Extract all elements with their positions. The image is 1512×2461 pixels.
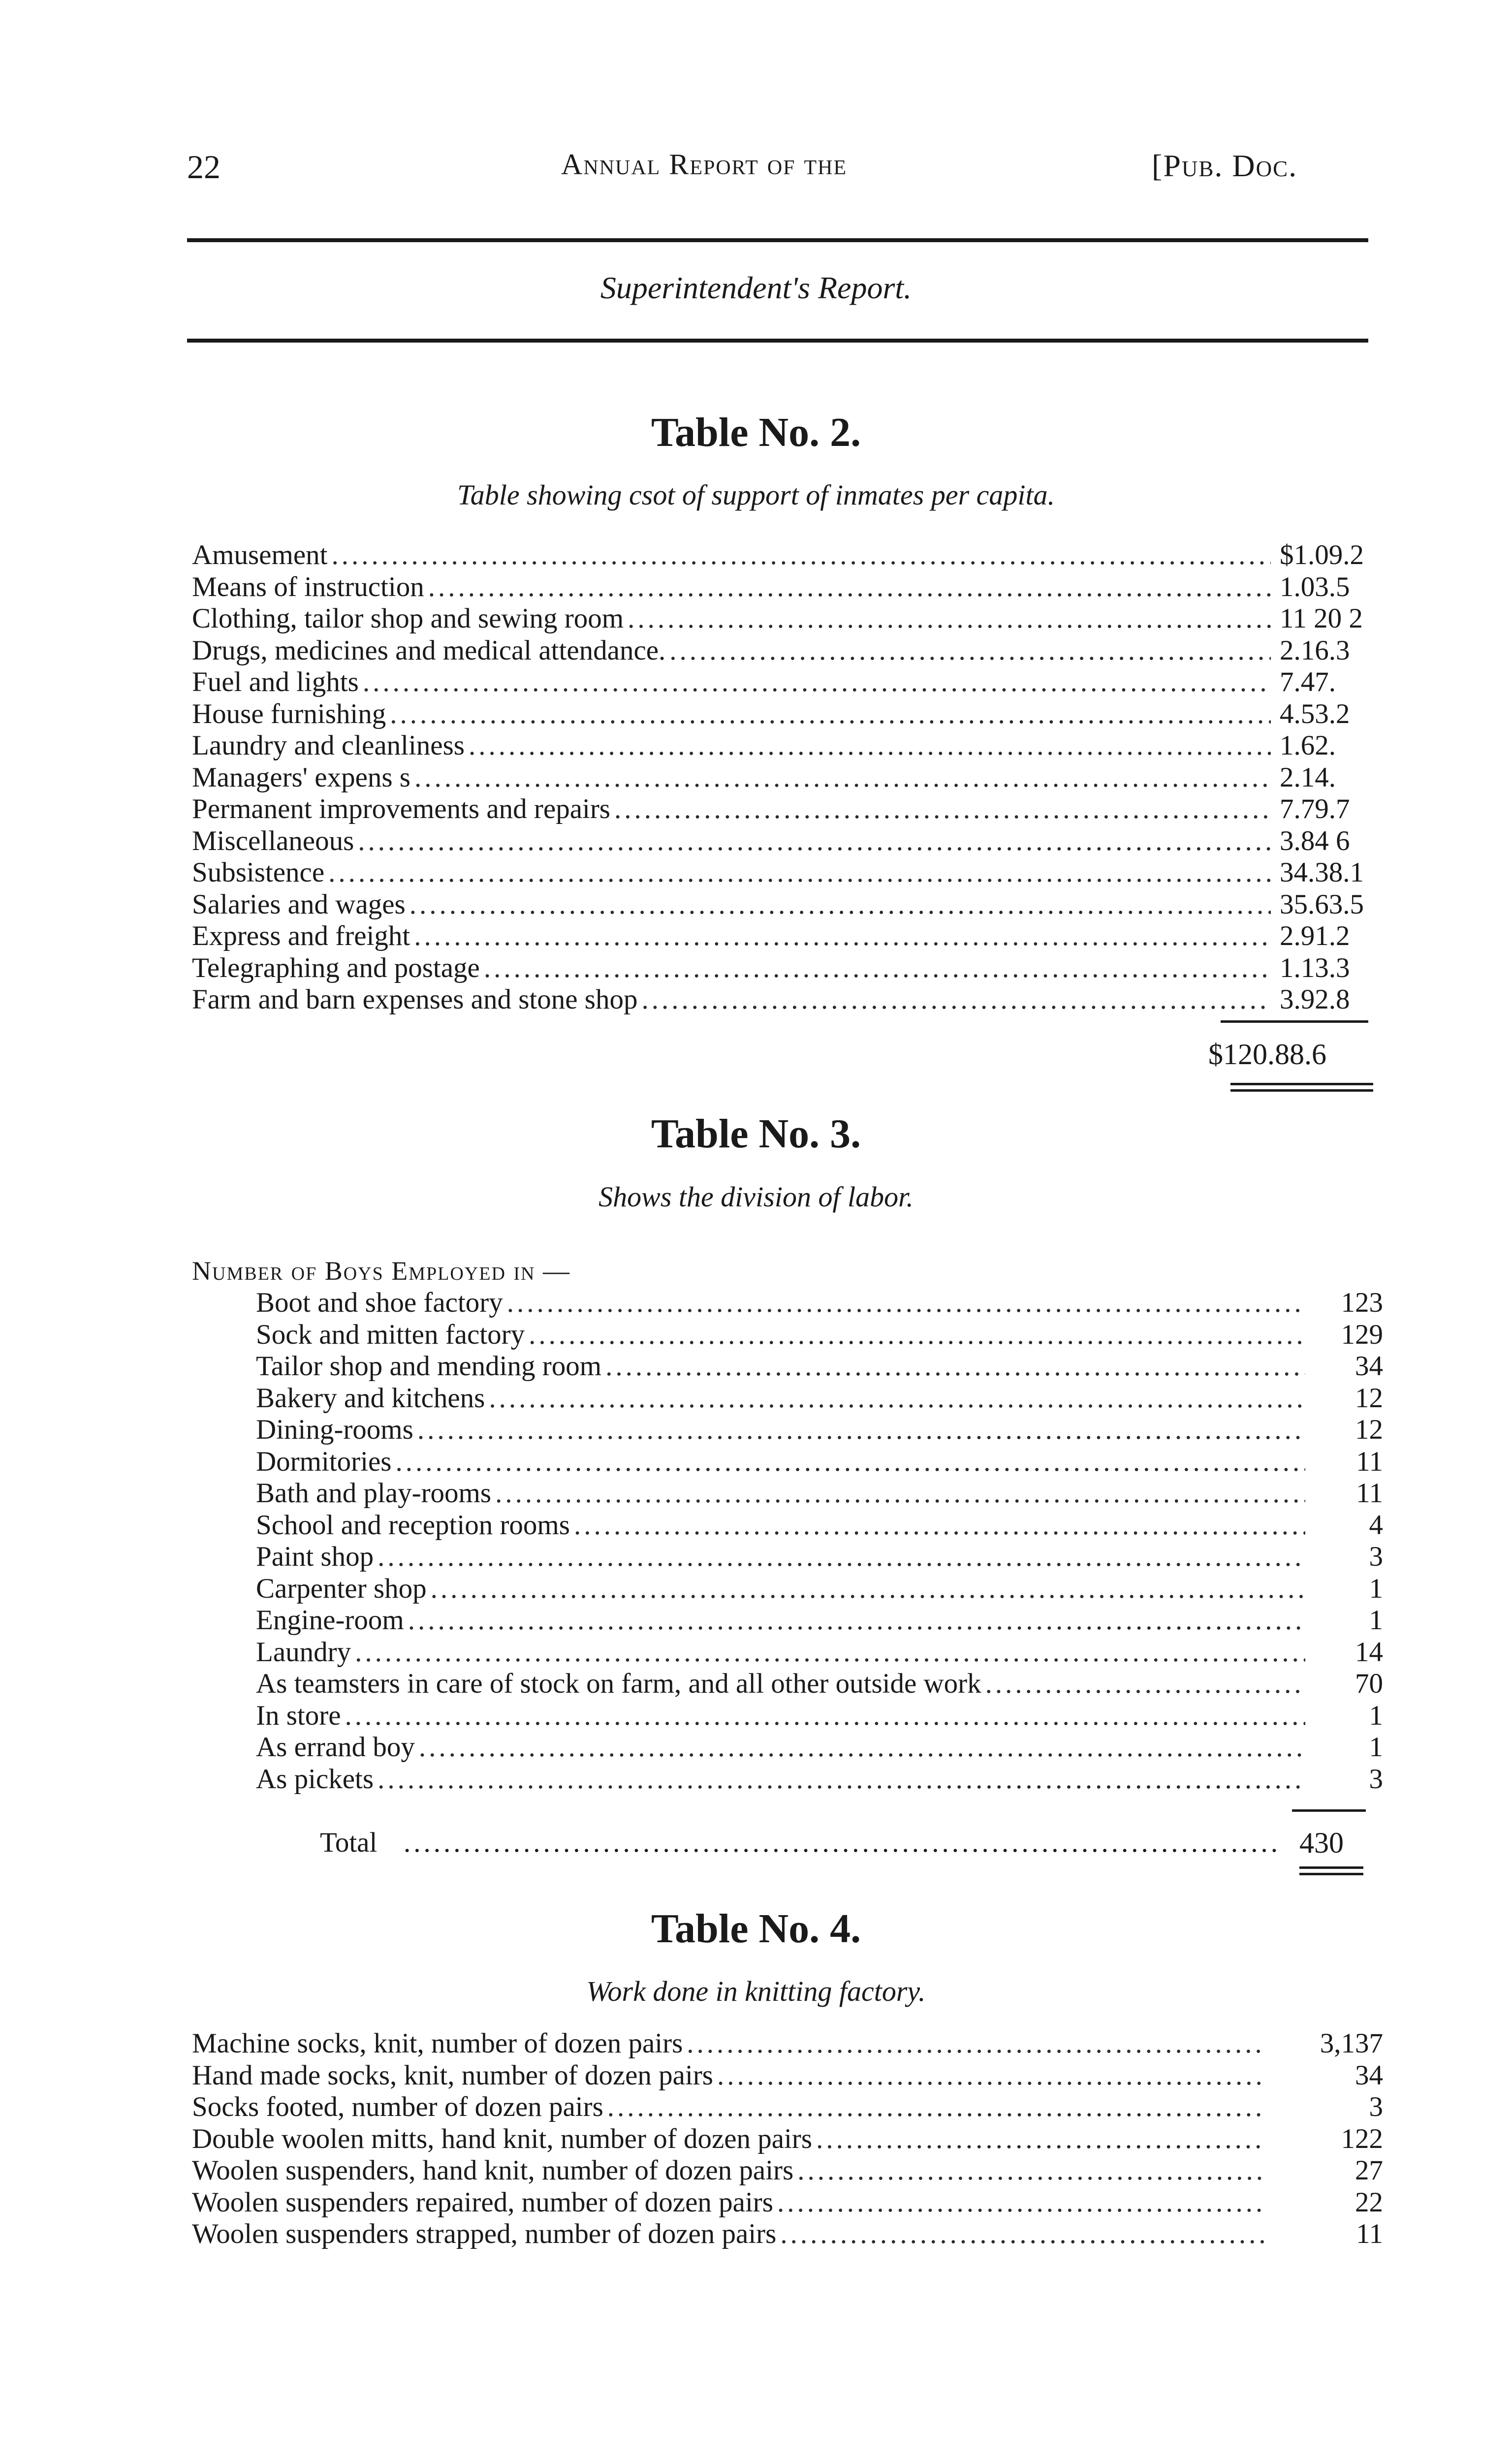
table-row (192, 666, 1383, 698)
table-row (192, 825, 1383, 857)
dot-leader (355, 1637, 1305, 1669)
row-value: 22 (1355, 2186, 1383, 2218)
row-label: Farm and barn expenses and stone shop (192, 984, 638, 1015)
row-value: 7.79.7 (1280, 793, 1350, 824)
dot-leader (414, 920, 1271, 952)
table3-sum-line (1292, 1809, 1366, 1812)
row-value: $1.09.2 (1280, 539, 1364, 570)
row-value: 3 (1369, 2091, 1383, 2122)
row-value: 35.63.5 (1280, 888, 1364, 920)
table-row (256, 1637, 1383, 1669)
dot-leader (816, 2123, 1266, 2155)
row-value: 1.13.3 (1280, 952, 1350, 983)
row-label: As errand boy (256, 1732, 415, 1763)
table-row (192, 984, 1383, 1016)
row-value: 11 (1356, 1478, 1383, 1509)
row-label: Laundry and cleanliness (192, 730, 465, 761)
table3-caption: Shows the division of labor. (598, 1181, 914, 1213)
table-row (256, 1605, 1383, 1637)
row-label: Telegraphing and postage (192, 952, 480, 983)
row-value: 12 (1355, 1382, 1383, 1414)
dot-leader (687, 2028, 1266, 2060)
dot-leader (797, 2155, 1266, 2187)
table-row (192, 2218, 1383, 2250)
row-value: 70 (1355, 1668, 1383, 1699)
running-title: Annual Report of the (561, 148, 848, 181)
table-row (192, 539, 1383, 571)
table2-total: $120.88.6 (1208, 1038, 1326, 1071)
row-value: 1 (1369, 1605, 1383, 1636)
row-value: 2.14. (1280, 761, 1336, 793)
table-row (192, 952, 1383, 984)
row-value: 129 (1341, 1319, 1383, 1350)
dot-leader (378, 1541, 1305, 1573)
dot-leader (628, 603, 1271, 635)
table-row (256, 1700, 1383, 1732)
row-label: Boot and shoe factory (256, 1287, 503, 1318)
row-label: Amusement (192, 539, 328, 570)
table-row (256, 1478, 1383, 1510)
table-row (256, 1319, 1383, 1351)
row-label: Managers' expens s (192, 761, 410, 793)
pub-doc-label: [Pub. Doc. (1152, 148, 1298, 183)
row-value: 1 (1369, 1732, 1383, 1763)
table-row (256, 1732, 1383, 1764)
table-row (256, 1414, 1383, 1446)
table-row (192, 2123, 1383, 2155)
row-value: 34 (1355, 2059, 1383, 2091)
header-rule-top (187, 238, 1368, 242)
table-row (256, 1351, 1383, 1383)
row-label: Permanent improvements and repairs (192, 793, 610, 824)
table-row (192, 2091, 1383, 2123)
table-row (256, 1510, 1383, 1542)
row-value: 7.47. (1280, 666, 1336, 697)
row-label: Means of instruction (192, 571, 424, 602)
row-label: Miscellaneous (192, 825, 354, 856)
dot-leader (605, 1351, 1305, 1383)
row-value: 34.38.1 (1280, 857, 1364, 888)
row-value: 3.84 6 (1280, 825, 1350, 856)
dot-leader (428, 571, 1271, 603)
row-label: Woolen suspenders repaired, number of dozen pairs (192, 2186, 773, 2218)
table-row (192, 2155, 1383, 2187)
row-label: Double woolen mitts, hand knit, number of dozen pairs (192, 2123, 813, 2154)
dot-leader (484, 952, 1271, 984)
row-label: Bakery and kitchens (256, 1382, 485, 1414)
dot-leader (358, 825, 1271, 857)
table2-title: Table No. 2. (651, 410, 861, 455)
row-value: 12 (1355, 1414, 1383, 1445)
row-label: As teamsters in care of stock on farm, and all other outside work (256, 1668, 981, 1699)
row-label: Bath and play-rooms (256, 1478, 492, 1509)
row-label: Woolen suspenders, hand knit, number of dozen pairs (192, 2155, 794, 2186)
dot-leader (419, 1732, 1305, 1764)
table-row (192, 2187, 1383, 2219)
dot-leader (410, 889, 1271, 921)
row-value: 1.03.5 (1280, 571, 1350, 602)
table-row (192, 889, 1383, 921)
row-value: 3.92.8 (1280, 984, 1350, 1015)
table-row (192, 762, 1383, 794)
table-row (256, 1573, 1383, 1605)
row-label: Laundry (256, 1636, 351, 1668)
row-value: 27 (1355, 2155, 1383, 2186)
dot-leader (669, 635, 1271, 667)
table3-total-label: Total (320, 1827, 378, 1858)
header-rule-bottom (187, 339, 1368, 343)
row-value: 2.16.3 (1280, 634, 1350, 666)
page-number: 22 (187, 148, 220, 186)
row-label: Dining-rooms (256, 1414, 413, 1445)
dot-leader (489, 1383, 1305, 1415)
row-value: 1 (1369, 1573, 1383, 1604)
row-value: 4 (1369, 1509, 1383, 1541)
table-row (256, 1446, 1383, 1478)
table2-caption: Table showing csot of support of inmates per capita. (457, 479, 1055, 511)
table3-title: Table No. 3. (651, 1111, 861, 1157)
dot-leader (641, 984, 1271, 1016)
table-row (192, 2028, 1383, 2060)
table-row (256, 1287, 1383, 1319)
table3-double-rule (1299, 1866, 1363, 1875)
row-label: Hand made socks, knit, number of dozen pairs (192, 2059, 713, 2091)
row-value: 11 (1356, 1446, 1383, 1477)
table-row (192, 920, 1383, 952)
table-row (256, 1764, 1383, 1796)
table-row (256, 1383, 1383, 1415)
table4-rows (192, 2028, 1383, 2250)
row-label: Sock and mitten factory (256, 1319, 525, 1350)
row-value: 2.91.2 (1280, 920, 1350, 951)
row-value: 4.53.2 (1280, 698, 1350, 729)
row-label: Machine socks, knit, number of dozen pairs (192, 2028, 683, 2059)
row-value: 1 (1369, 1700, 1383, 1731)
table-row (192, 603, 1383, 635)
row-value: 11 (1356, 2218, 1383, 2249)
table-row (192, 2060, 1383, 2092)
table-row (256, 1541, 1383, 1573)
table3-total: 430 (1299, 1827, 1344, 1859)
row-label: Salaries and wages (192, 888, 406, 920)
dot-leader (331, 539, 1271, 571)
table-row (192, 635, 1383, 667)
table2-sum-line (1221, 1020, 1368, 1023)
row-label: Paint shop (256, 1541, 374, 1572)
row-label: Woolen suspenders strapped, number of dozen pairs (192, 2218, 777, 2249)
row-label: Clothing, tailor shop and sewing room (192, 603, 624, 634)
table-row (192, 698, 1383, 730)
row-value: 3 (1369, 1763, 1383, 1795)
dot-leader (395, 1446, 1305, 1478)
dot-leader (390, 698, 1271, 730)
table3-group-heading: Number of Boys Employed in — (192, 1256, 570, 1286)
dot-leader (780, 2218, 1266, 2250)
dot-leader (985, 1668, 1305, 1700)
table2-rows (192, 539, 1383, 1016)
row-label: Engine-room (256, 1605, 404, 1636)
section-header: Superintendent's Report. (600, 270, 912, 305)
row-label: Express and freight (192, 920, 410, 951)
row-value: 3 (1369, 1541, 1383, 1572)
row-label: Subsistence (192, 857, 325, 888)
table3-rows (256, 1287, 1383, 1795)
table-row (192, 571, 1383, 603)
table4-title: Table No. 4. (651, 1906, 861, 1952)
dot-leader (431, 1573, 1305, 1605)
row-label: As pickets (256, 1763, 374, 1795)
dot-leader (614, 793, 1271, 825)
row-value: 122 (1341, 2123, 1383, 2154)
dot-leader (414, 762, 1271, 794)
table-row (192, 857, 1383, 889)
row-label: School and reception rooms (256, 1509, 570, 1541)
dot-leader (417, 1414, 1305, 1446)
dot-leader (469, 730, 1271, 762)
row-value: 34 (1355, 1351, 1383, 1382)
dot-leader (717, 2060, 1266, 2092)
table-row (256, 1668, 1383, 1700)
row-value: 14 (1355, 1636, 1383, 1668)
row-label: Drugs, medicines and medical attendance. (192, 634, 666, 666)
row-value: 3,137 (1320, 2028, 1383, 2059)
table-row (192, 730, 1383, 762)
row-value: 11 20 2 (1280, 603, 1363, 634)
dot-leader (529, 1319, 1305, 1351)
row-label: Carpenter shop (256, 1573, 427, 1604)
table-row (192, 793, 1383, 825)
dot-leader (507, 1287, 1305, 1319)
dot-leader (363, 666, 1271, 698)
dot-leader (345, 1700, 1305, 1732)
row-label: Tailor shop and mending room (256, 1351, 602, 1382)
table4-caption: Work done in knitting factory. (586, 1975, 926, 2007)
dot-leader (328, 857, 1271, 889)
dot-leader (574, 1510, 1305, 1542)
table3-total-leader (404, 1827, 1280, 1859)
dot-leader (777, 2187, 1266, 2219)
table2-double-rule (1230, 1083, 1373, 1092)
dot-leader (495, 1478, 1305, 1510)
row-value: 123 (1341, 1287, 1383, 1318)
dot-leader (378, 1764, 1305, 1796)
row-label: Socks footed, number of dozen pairs (192, 2091, 603, 2122)
row-label: Fuel and lights (192, 666, 359, 697)
row-label: House furnishing (192, 698, 386, 729)
row-value: 1.62. (1280, 730, 1336, 761)
row-label: Dormitories (256, 1446, 392, 1477)
dot-leader (607, 2091, 1266, 2123)
row-label: In store (256, 1700, 341, 1731)
dot-leader (408, 1605, 1305, 1637)
